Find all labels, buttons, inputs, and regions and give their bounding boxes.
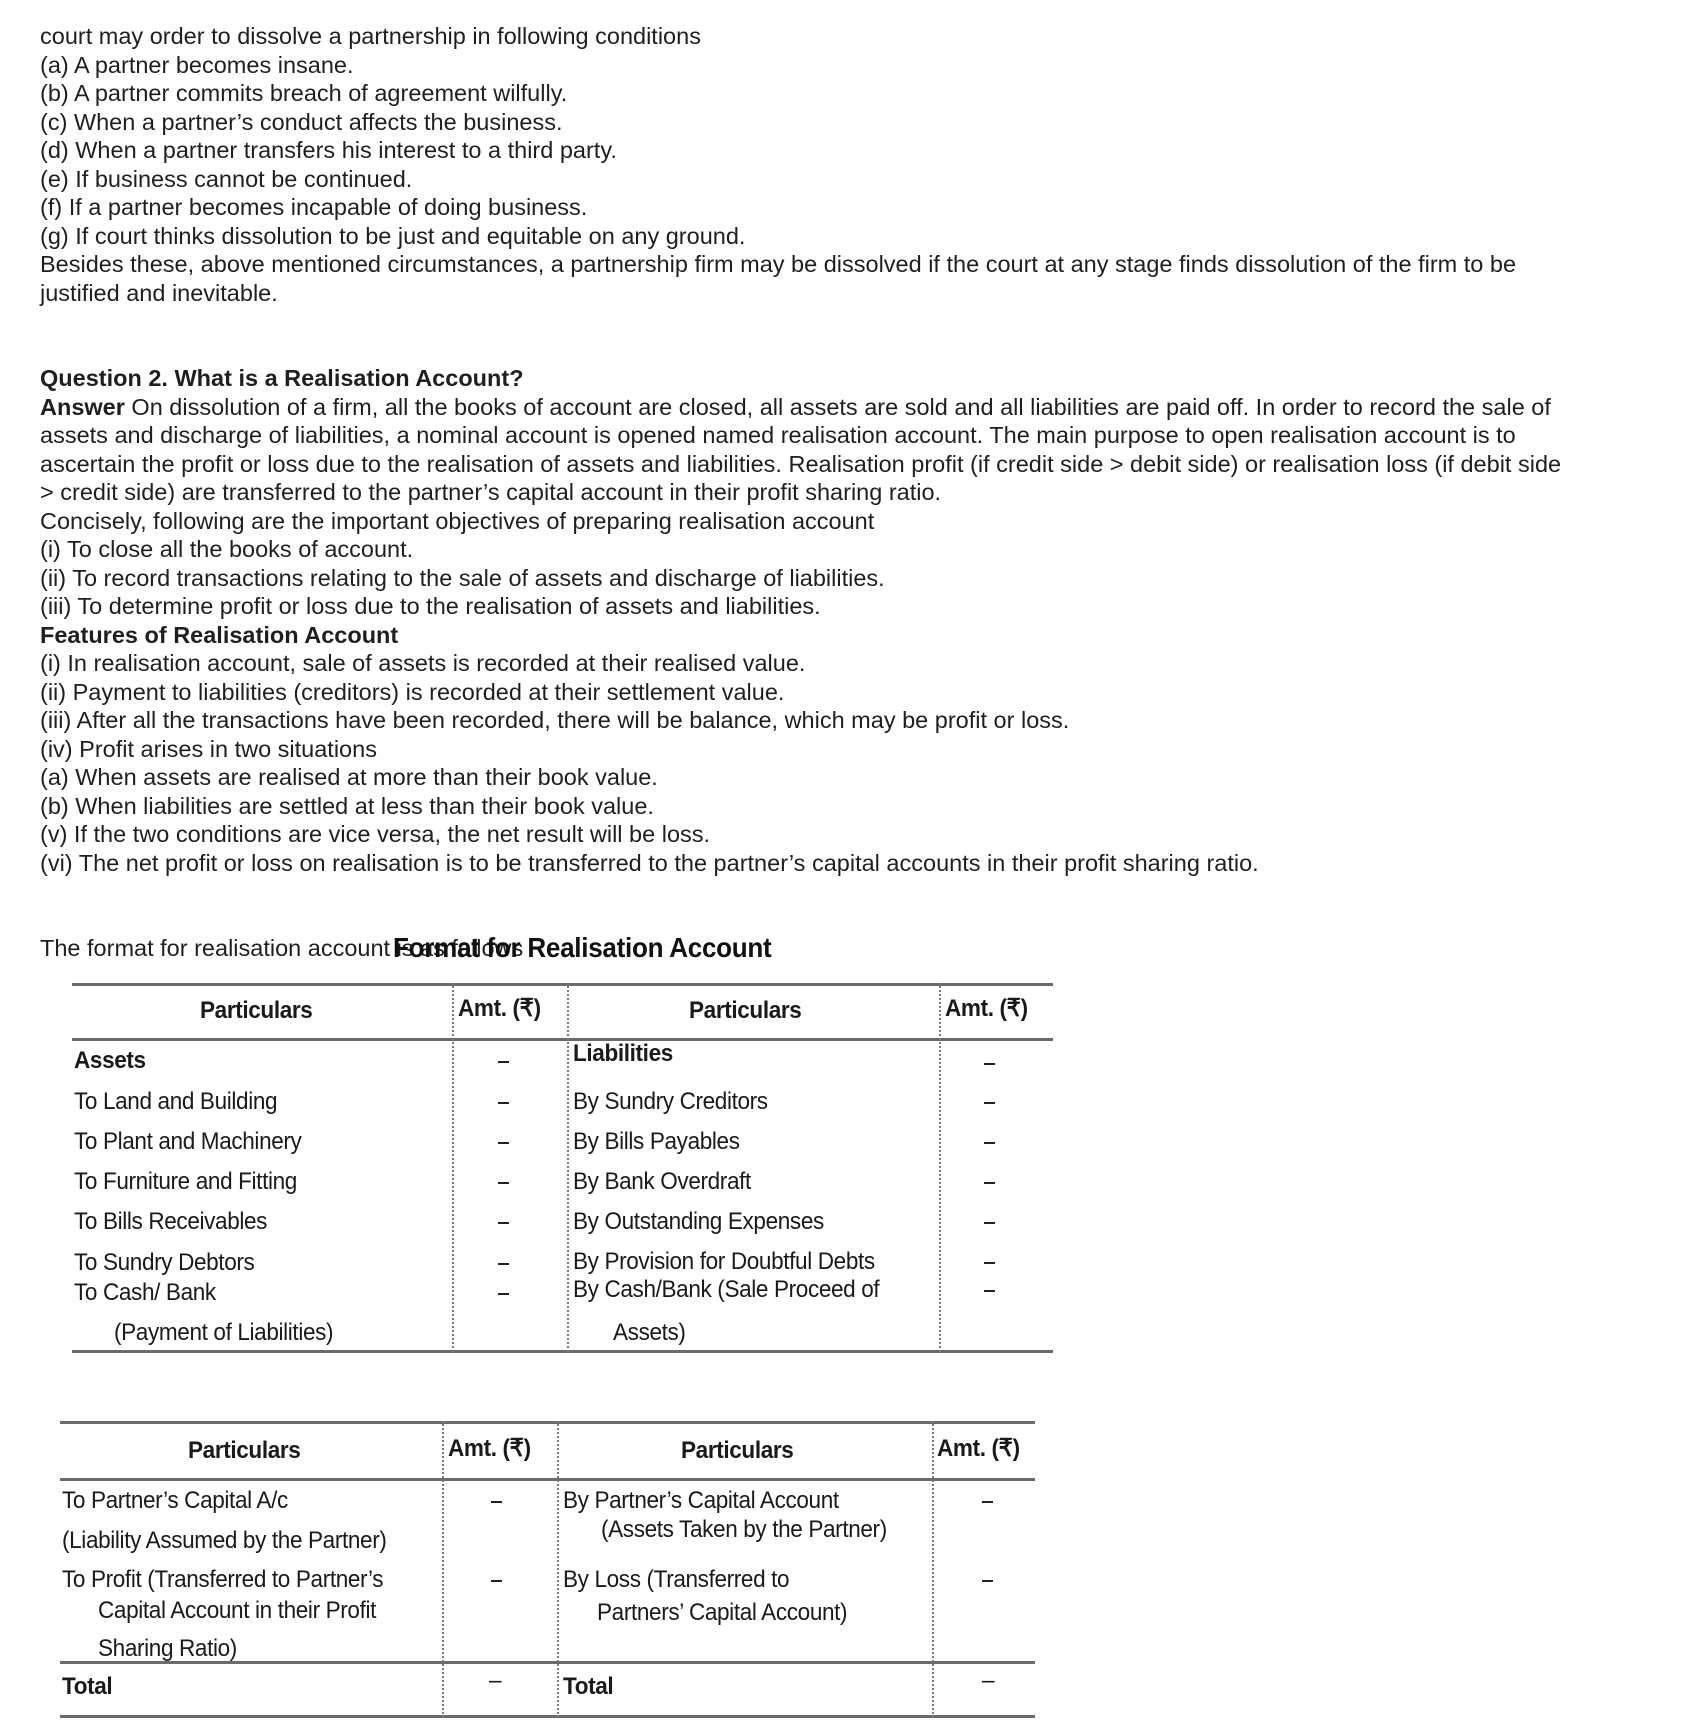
- total-amount-debit: –: [489, 1667, 502, 1694]
- objective-item: (i) To close all the books of account.: [40, 536, 414, 562]
- debit-entry: To Partner’s Capital A/c: [62, 1487, 288, 1514]
- debit-entry: (Payment of Liabilities): [114, 1319, 334, 1346]
- amount-dash: [498, 1293, 509, 1295]
- feature-item: (ii) Payment to liabilities (creditors) is recorded at their settlement value.: [40, 678, 785, 705]
- realisation-format-table-continued: [60, 1421, 1035, 1721]
- column-divider: [452, 983, 454, 1352]
- debit-entry: To Furniture and Fitting: [74, 1168, 297, 1195]
- amount-dash: [982, 1501, 993, 1503]
- amount-dash: [984, 1063, 995, 1065]
- credit-entry: By Sundry Creditors: [573, 1088, 768, 1115]
- total-label-debit: Total: [62, 1673, 113, 1700]
- credit-entry: By Cash/Bank (Sale Proceed of: [573, 1276, 880, 1303]
- debit-entry: To Sundry Debtors: [74, 1249, 255, 1276]
- condition-item: (a) A partner becomes insane.: [40, 51, 354, 78]
- debit-entry: Sharing Ratio): [98, 1635, 237, 1662]
- header-particulars-debit: Particulars: [188, 1437, 301, 1464]
- amount-dash: [984, 1142, 995, 1144]
- condition-item: (c) When a partner’s conduct affects the business.: [40, 108, 563, 135]
- total-amount-credit: –: [982, 1667, 995, 1694]
- debit-entry: To Cash/ Bank: [74, 1279, 216, 1306]
- table-bottom-rule: [60, 1715, 1035, 1718]
- credit-entry: Liabilities: [573, 1040, 673, 1067]
- format-title: Format for Realisation Account: [393, 932, 772, 963]
- amount-dash: [498, 1061, 509, 1063]
- credit-entry: By Bills Payables: [573, 1128, 740, 1155]
- credit-entry: By Loss (Transferred to: [563, 1566, 790, 1593]
- answer-line: ascertain the profit or loss due to the realisation of assets and liabilities. Realisation profit (if credit side > debit side) or realisation loss (if debit side: [40, 450, 1562, 477]
- condition-item: (g) If court thinks dissolution to be just and equitable on any ground.: [40, 222, 746, 249]
- column-divider: [557, 1421, 559, 1717]
- debit-entry: (Liability Assumed by the Partner): [62, 1527, 387, 1554]
- credit-entry: By Partner’s Capital Account: [563, 1487, 839, 1514]
- intro-closing-line: Besides these, above mentioned circumstances, a partnership firm may be dissolved if the court at any stage finds dissolution of the firm to be: [40, 251, 1517, 277]
- amount-dash: [491, 1580, 502, 1582]
- feature-item: (vi) The net profit or loss on realisation is to be transferred to the partner’s capital accounts in their profit sharing ratio.: [40, 849, 1259, 876]
- header-particulars-credit: Particulars: [681, 1437, 794, 1464]
- answer-paragraph: [40, 393, 1670, 422]
- credit-entry: Assets): [613, 1319, 686, 1346]
- objective-item: (ii) To record transactions relating to the sale of assets and discharge of liabilities.: [40, 564, 885, 591]
- feature-item: (v) If the two conditions are vice versa, the net result will be loss.: [40, 821, 711, 847]
- amount-dash: [982, 1580, 993, 1582]
- debit-entry: Assets: [74, 1047, 146, 1074]
- feature-item: (b) When liabilities are settled at less than their book value.: [40, 792, 654, 819]
- feature-item: (a) When assets are realised at more than their book value.: [40, 764, 658, 790]
- amount-dash: [984, 1222, 995, 1224]
- amount-dash: [491, 1501, 502, 1503]
- feature-item: (iii) After all the transactions have been recorded, there will be balance, which may be profit or loss.: [40, 707, 1070, 733]
- amount-dash: [498, 1222, 509, 1224]
- amount-dash: [984, 1262, 995, 1264]
- debit-entry: Capital Account in their Profit: [98, 1597, 377, 1624]
- objective-item: (iii) To determine profit or loss due to the realisation of assets and liabilities.: [40, 593, 821, 619]
- condition-item: (b) A partner commits breach of agreement wilfully.: [40, 80, 568, 106]
- debit-entry: To Plant and Machinery: [74, 1128, 302, 1155]
- header-particulars-debit: Particulars: [200, 997, 313, 1024]
- header-bottom-rule: [60, 1478, 1035, 1481]
- table-top-rule: [60, 1421, 1035, 1424]
- column-divider: [442, 1421, 444, 1717]
- objectives-intro: Concisely, following are the important objectives of preparing realisation account: [40, 507, 875, 534]
- condition-item: (f) If a partner becomes incapable of doing business.: [40, 194, 588, 220]
- realisation-format-table: [72, 983, 1053, 1353]
- amount-dash: [984, 1182, 995, 1184]
- amount-dash: [984, 1290, 995, 1292]
- answer-label: Answer: [40, 393, 125, 420]
- debit-entry: To Profit (Transferred to Partner’s: [62, 1566, 384, 1593]
- column-divider: [567, 983, 569, 1352]
- question-heading: Question 2. What is a Realisation Account?: [40, 365, 524, 391]
- features-heading: Features of Realisation Account: [40, 621, 399, 648]
- answer-line: assets and discharge of liabilities, a nominal account is opened named realisation account. The main purpose to open realisation account is to: [40, 422, 1516, 448]
- amount-dash: [984, 1102, 995, 1104]
- column-divider: [932, 1421, 934, 1717]
- amount-dash: [498, 1102, 509, 1104]
- total-label-credit: Total: [563, 1673, 614, 1700]
- header-particulars-credit: Particulars: [689, 997, 802, 1024]
- column-divider: [939, 983, 941, 1352]
- condition-item: (d) When a partner transfers his interest to a third party.: [40, 137, 617, 163]
- debit-entry: To Land and Building: [74, 1088, 278, 1115]
- answer-line: > credit side) are transferred to the partner’s capital account in their profit sharing ratio.: [40, 479, 942, 505]
- header-amount-credit: Amt. (₹): [937, 1435, 1020, 1462]
- credit-entry: By Outstanding Expenses: [573, 1208, 824, 1235]
- table-bottom-rule: [72, 1350, 1053, 1353]
- header-amount-debit: Amt. (₹): [458, 995, 541, 1022]
- intro-lead: court may order to dissolve a partnership in following conditions: [40, 23, 701, 49]
- format-intro: The format for realisation account is as follows: [40, 935, 524, 961]
- document-body: [40, 22, 1670, 963]
- table-top-rule: [72, 983, 1053, 986]
- amount-dash: [498, 1182, 509, 1184]
- credit-entry: (Assets Taken by the Partner): [601, 1516, 887, 1543]
- amount-dash: [498, 1263, 509, 1265]
- intro-closing-line: justified and inevitable.: [40, 279, 278, 306]
- debit-entry: To Bills Receivables: [74, 1208, 268, 1235]
- feature-item: (i) In realisation account, sale of assets is recorded at their realised value.: [40, 650, 806, 676]
- condition-item: (e) If business cannot be continued.: [40, 165, 413, 192]
- answer-line: On dissolution of a firm, all the books of account are closed, all assets are sold and all liabilities are paid off. In order to record the sale of: [124, 393, 1551, 420]
- credit-entry: By Provision for Doubtful Debts: [573, 1248, 875, 1275]
- feature-item: (iv) Profit arises in two situations: [40, 735, 377, 762]
- amount-dash: [498, 1142, 509, 1144]
- header-amount-credit: Amt. (₹): [945, 995, 1028, 1022]
- credit-entry: By Bank Overdraft: [573, 1168, 751, 1195]
- header-bottom-rule: [72, 1038, 1053, 1041]
- header-amount-debit: Amt. (₹): [448, 1435, 531, 1462]
- credit-entry: Partners’ Capital Account): [597, 1599, 848, 1626]
